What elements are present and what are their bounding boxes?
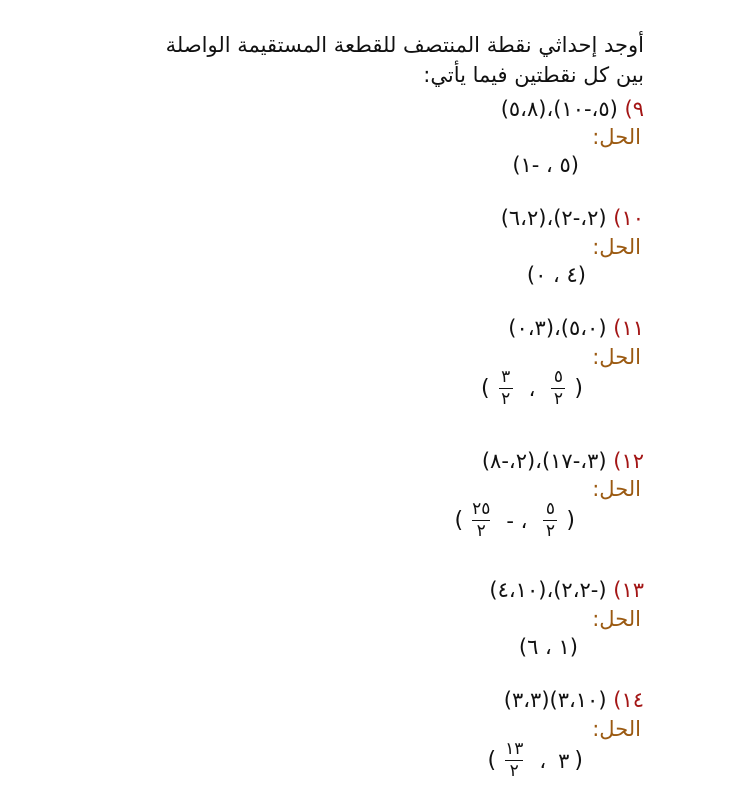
numerator: ٣ xyxy=(501,367,511,387)
answer-x-fraction xyxy=(551,368,565,409)
denominator: ٢ xyxy=(476,521,486,541)
problem-13 xyxy=(84,575,644,605)
problem-9 xyxy=(84,94,644,124)
instructions-line-1: أوجد إحداثي نقطة المنتصف للقطعة المستقيمة الواصلة xyxy=(165,33,644,57)
numerator: ٢٥ xyxy=(472,499,491,519)
solution-label: الحل: xyxy=(592,717,641,741)
solution-label: الحل: xyxy=(592,477,641,501)
problem-14 xyxy=(84,685,644,715)
problem-number: ١٠) xyxy=(613,206,644,230)
problem-points: (٥،-١٠)،(٥،٨) xyxy=(500,97,618,121)
answer-separator: ، xyxy=(528,376,536,401)
answer-11: ( $\frac{٥}{٢}$ ، $\frac{٣}{٢}$ ) xyxy=(481,367,583,409)
answer-y-fraction xyxy=(505,740,523,781)
answer-12: ( $\frac{٥}{٢}$ ، - $\frac{٢٥}{٢}$ ) xyxy=(454,499,575,541)
problem-number: ١٣) xyxy=(613,578,644,602)
denominator: ٢ xyxy=(545,521,555,541)
solution-label: الحل: xyxy=(592,607,641,631)
problem-points: (٣،١٠)(٣،٣) xyxy=(503,688,607,712)
problem-points: (٥،٠)،(٠،٣) xyxy=(508,316,607,340)
answer-x: ٣ xyxy=(558,748,570,773)
answer-x-fraction xyxy=(543,500,557,541)
answer-separator: ، xyxy=(539,748,547,773)
instructions-line-2: بين كل نقطتين فيما يأتي: xyxy=(423,63,644,87)
problem-points: (-٢،٢)،(٤،١٠) xyxy=(489,578,607,602)
problem-12 xyxy=(84,446,644,476)
solution-label: الحل: xyxy=(592,345,641,369)
denominator: ٢ xyxy=(501,389,511,409)
answer-separator: ، - xyxy=(506,508,528,533)
problem-number: ١١) xyxy=(613,316,644,340)
problem-10 xyxy=(84,203,644,233)
numerator: ١٣ xyxy=(505,739,524,759)
solution-label: الحل: xyxy=(592,235,641,259)
numerator: ٥ xyxy=(553,367,563,387)
problem-points: (٢،-٢)،(٦،٢) xyxy=(500,206,607,230)
denominator: ٢ xyxy=(553,389,563,409)
answer-y-fraction xyxy=(499,368,513,409)
problem-number: ١٢) xyxy=(613,449,644,473)
denominator: ٢ xyxy=(509,761,519,781)
problem-number: ١٤) xyxy=(613,688,644,712)
instructions xyxy=(84,30,644,90)
solution-label: الحل: xyxy=(592,125,641,149)
answer-9: (٥ ، -١) xyxy=(512,153,579,177)
problem-points: (٣،-١٧)،(٢،-٨) xyxy=(481,449,607,473)
answer-y-fraction xyxy=(472,500,490,541)
answer-10: (٤ ، ٠) xyxy=(526,263,586,287)
problem-number: ٩) xyxy=(624,97,644,121)
answer-14: ( ٣ ، $\frac{١٣}{٢}$ ) xyxy=(487,739,583,781)
problem-11 xyxy=(84,313,644,343)
answer-13: (١ ، ٦) xyxy=(518,635,578,659)
numerator: ٥ xyxy=(545,499,555,519)
